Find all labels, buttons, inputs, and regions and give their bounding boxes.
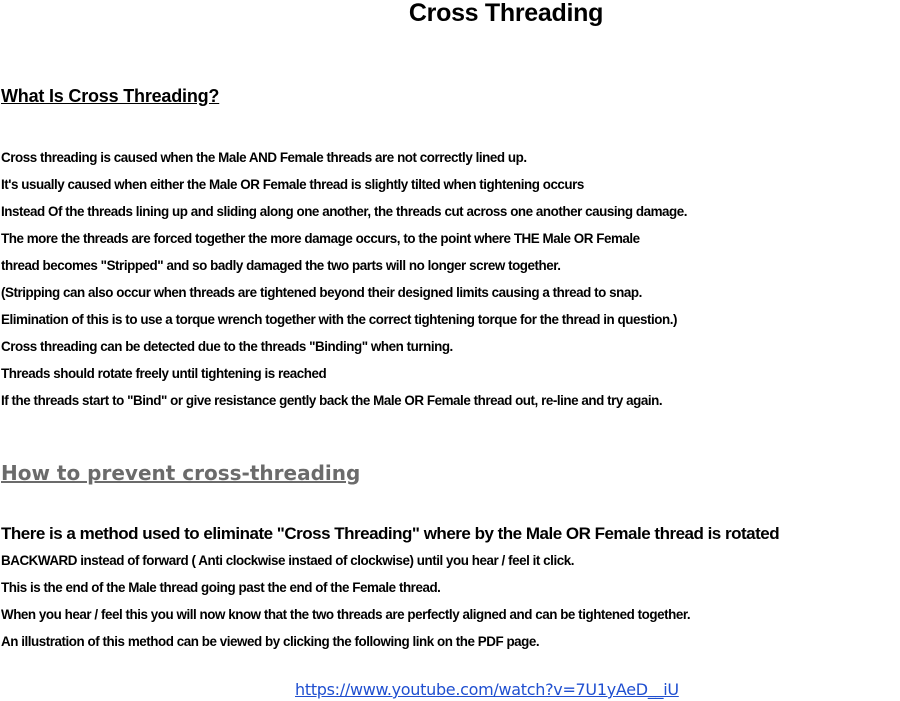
body-line: This is the end of the Male thread going past the end of the Female thread. (1, 580, 441, 595)
section1-body (1, 144, 899, 414)
youtube-link[interactable]: https://www.youtube.com/watch?v=7U1yAeD__iU (295, 680, 679, 699)
section-heading-how-to-prevent: How to prevent cross-threading (1, 461, 361, 485)
body-line: The more the threads are forced together the more damage occurs, to the point where THE Male OR Female (1, 231, 640, 246)
body-line: When you hear / feel this you will now know that the two threads are perfectly aligned and can be tightened together. (1, 607, 691, 622)
body-line: Elimination of this is to use a torque wrench together with the correct tightening torque for the thread in question.) (1, 312, 677, 327)
body-line: Cross threading is caused when the Male AND Female threads are not correctly lined up. (1, 150, 527, 165)
body-line: (Stripping can also occur when threads are tightened beyond their designed limits causing a thread to snap. (1, 285, 642, 300)
body-line: An illustration of this method can be viewed by clicking the following link on the PDF page. (1, 634, 540, 649)
body-line: Instead Of the threads lining up and sliding along one another, the threads cut across one another causing damage. (1, 204, 688, 219)
section-heading-what-is: What Is Cross Threading? (1, 86, 220, 106)
body-line: thread becomes "Stripped" and so badly damaged the two parts will no longer screw together. (1, 258, 561, 273)
body-intro-line: There is a method used to eliminate "Cross Threading" where by the Male OR Female thread is rotated (1, 524, 780, 543)
body-line: If the threads start to "Bind" or give resistance gently back the Male OR Female thread out, re-line and try again. (1, 393, 663, 408)
body-line: BACKWARD instead of forward ( Anti clockwise instaed of clockwise) until you hear / feel it click. (1, 553, 574, 568)
document-title: Cross Threading (408, 0, 604, 27)
body-line: Cross threading can be detected due to the threads "Binding" when turning. (1, 339, 453, 354)
section2-body (1, 520, 899, 655)
body-line: Threads should rotate freely until tightening is reached (1, 366, 327, 381)
body-line: It's usually caused when either the Male OR Female thread is slightly tilted when tightening occurs (1, 177, 584, 192)
